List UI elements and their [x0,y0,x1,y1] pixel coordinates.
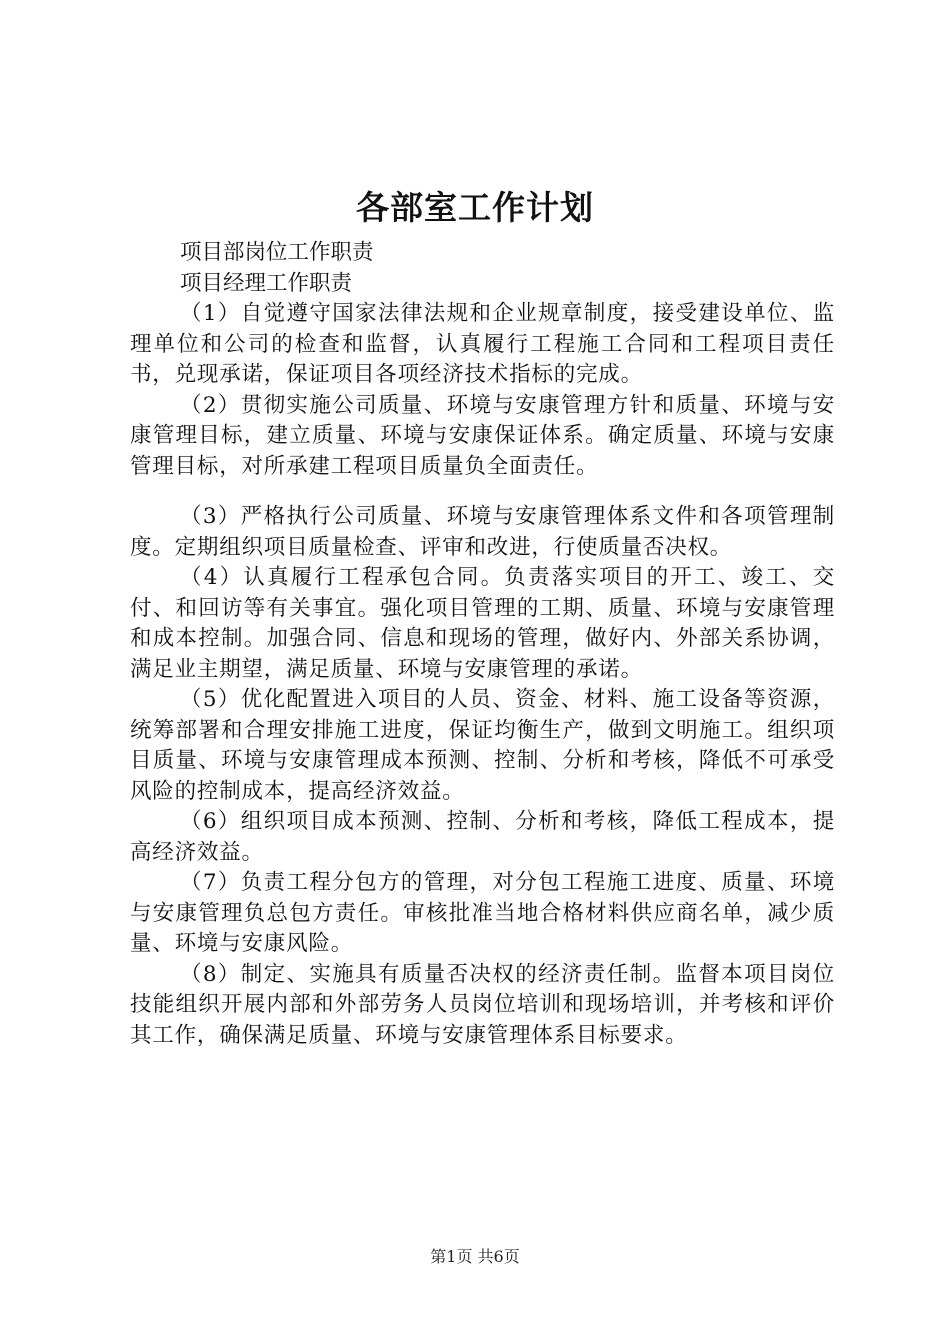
subsection-heading: 项目经理工作职责 [180,270,353,296]
paragraph-4: （4）认真履行工程承包合同。负责落实项目的开工、竣工、交付、和回访等有关事宜。强化项目管理的工期、质量、环境与安康管理和成本控制。加强合同、信息和现场的管理，做好内、外部关系协调，满足业主期望，满足质量、环境与安康管理的承诺。 [130,565,835,682]
page-number-footer: 第1页 共6页 [430,1247,520,1266]
paragraph-2: （2）贯彻实施公司质量、环境与安康管理方针和质量、环境与安康管理目标，建立质量、环境与安康保证体系。确定质量、环境与安康管理目标，对所承建工程项目质量负全面责任。 [130,392,835,479]
paragraph-3: （3）严格执行公司质量、环境与安康管理体系文件和各项管理制度。定期组织项目质量检查、评审和改进，行使质量否决权。 [130,504,835,560]
paragraph-1: （1）自觉遵守国家法律法规和企业规章制度，接受建设单位、监理单位和公司的检查和监督，认真履行工程施工合同和工程项目责任书，兑现承诺，保证项目各项经济技术指标的完成。 [130,301,835,387]
paragraph-6: （6）组织项目成本预测、控制、分析和考核，降低工程成本，提高经济效益。 [130,809,835,865]
section-heading: 项目部岗位工作职责 [180,240,374,265]
paragraph-8: （8）制定、实施具有质量否决权的经济责任制。监督本项目岗位技能组织开展内部和外部劳务人员岗位培训和现场培训，并考核和评价其工作，确保满足质量、环境与安康管理体系目标要求。 [130,961,835,1048]
paragraph-5: （5）优化配置进入项目的人员、资金、材料、施工设备等资源，统筹部署和合理安排施工进度，保证均衡生产，做到文明施工。组织项目质量、环境与安康管理成本预测、控制、分析和考核，降低不可承受风险的控制成本，提高经济效益。 [130,687,835,804]
document-body [130,238,835,1051]
document-title: 各部室工作计划 [356,188,594,227]
paragraph-7: （7）负责工程分包方的管理，对分包工程施工进度、质量、环境与安康管理负总包方责任。审核批准当地合格材料供应商名单，减少质量、环境与安康风险。 [130,870,835,956]
